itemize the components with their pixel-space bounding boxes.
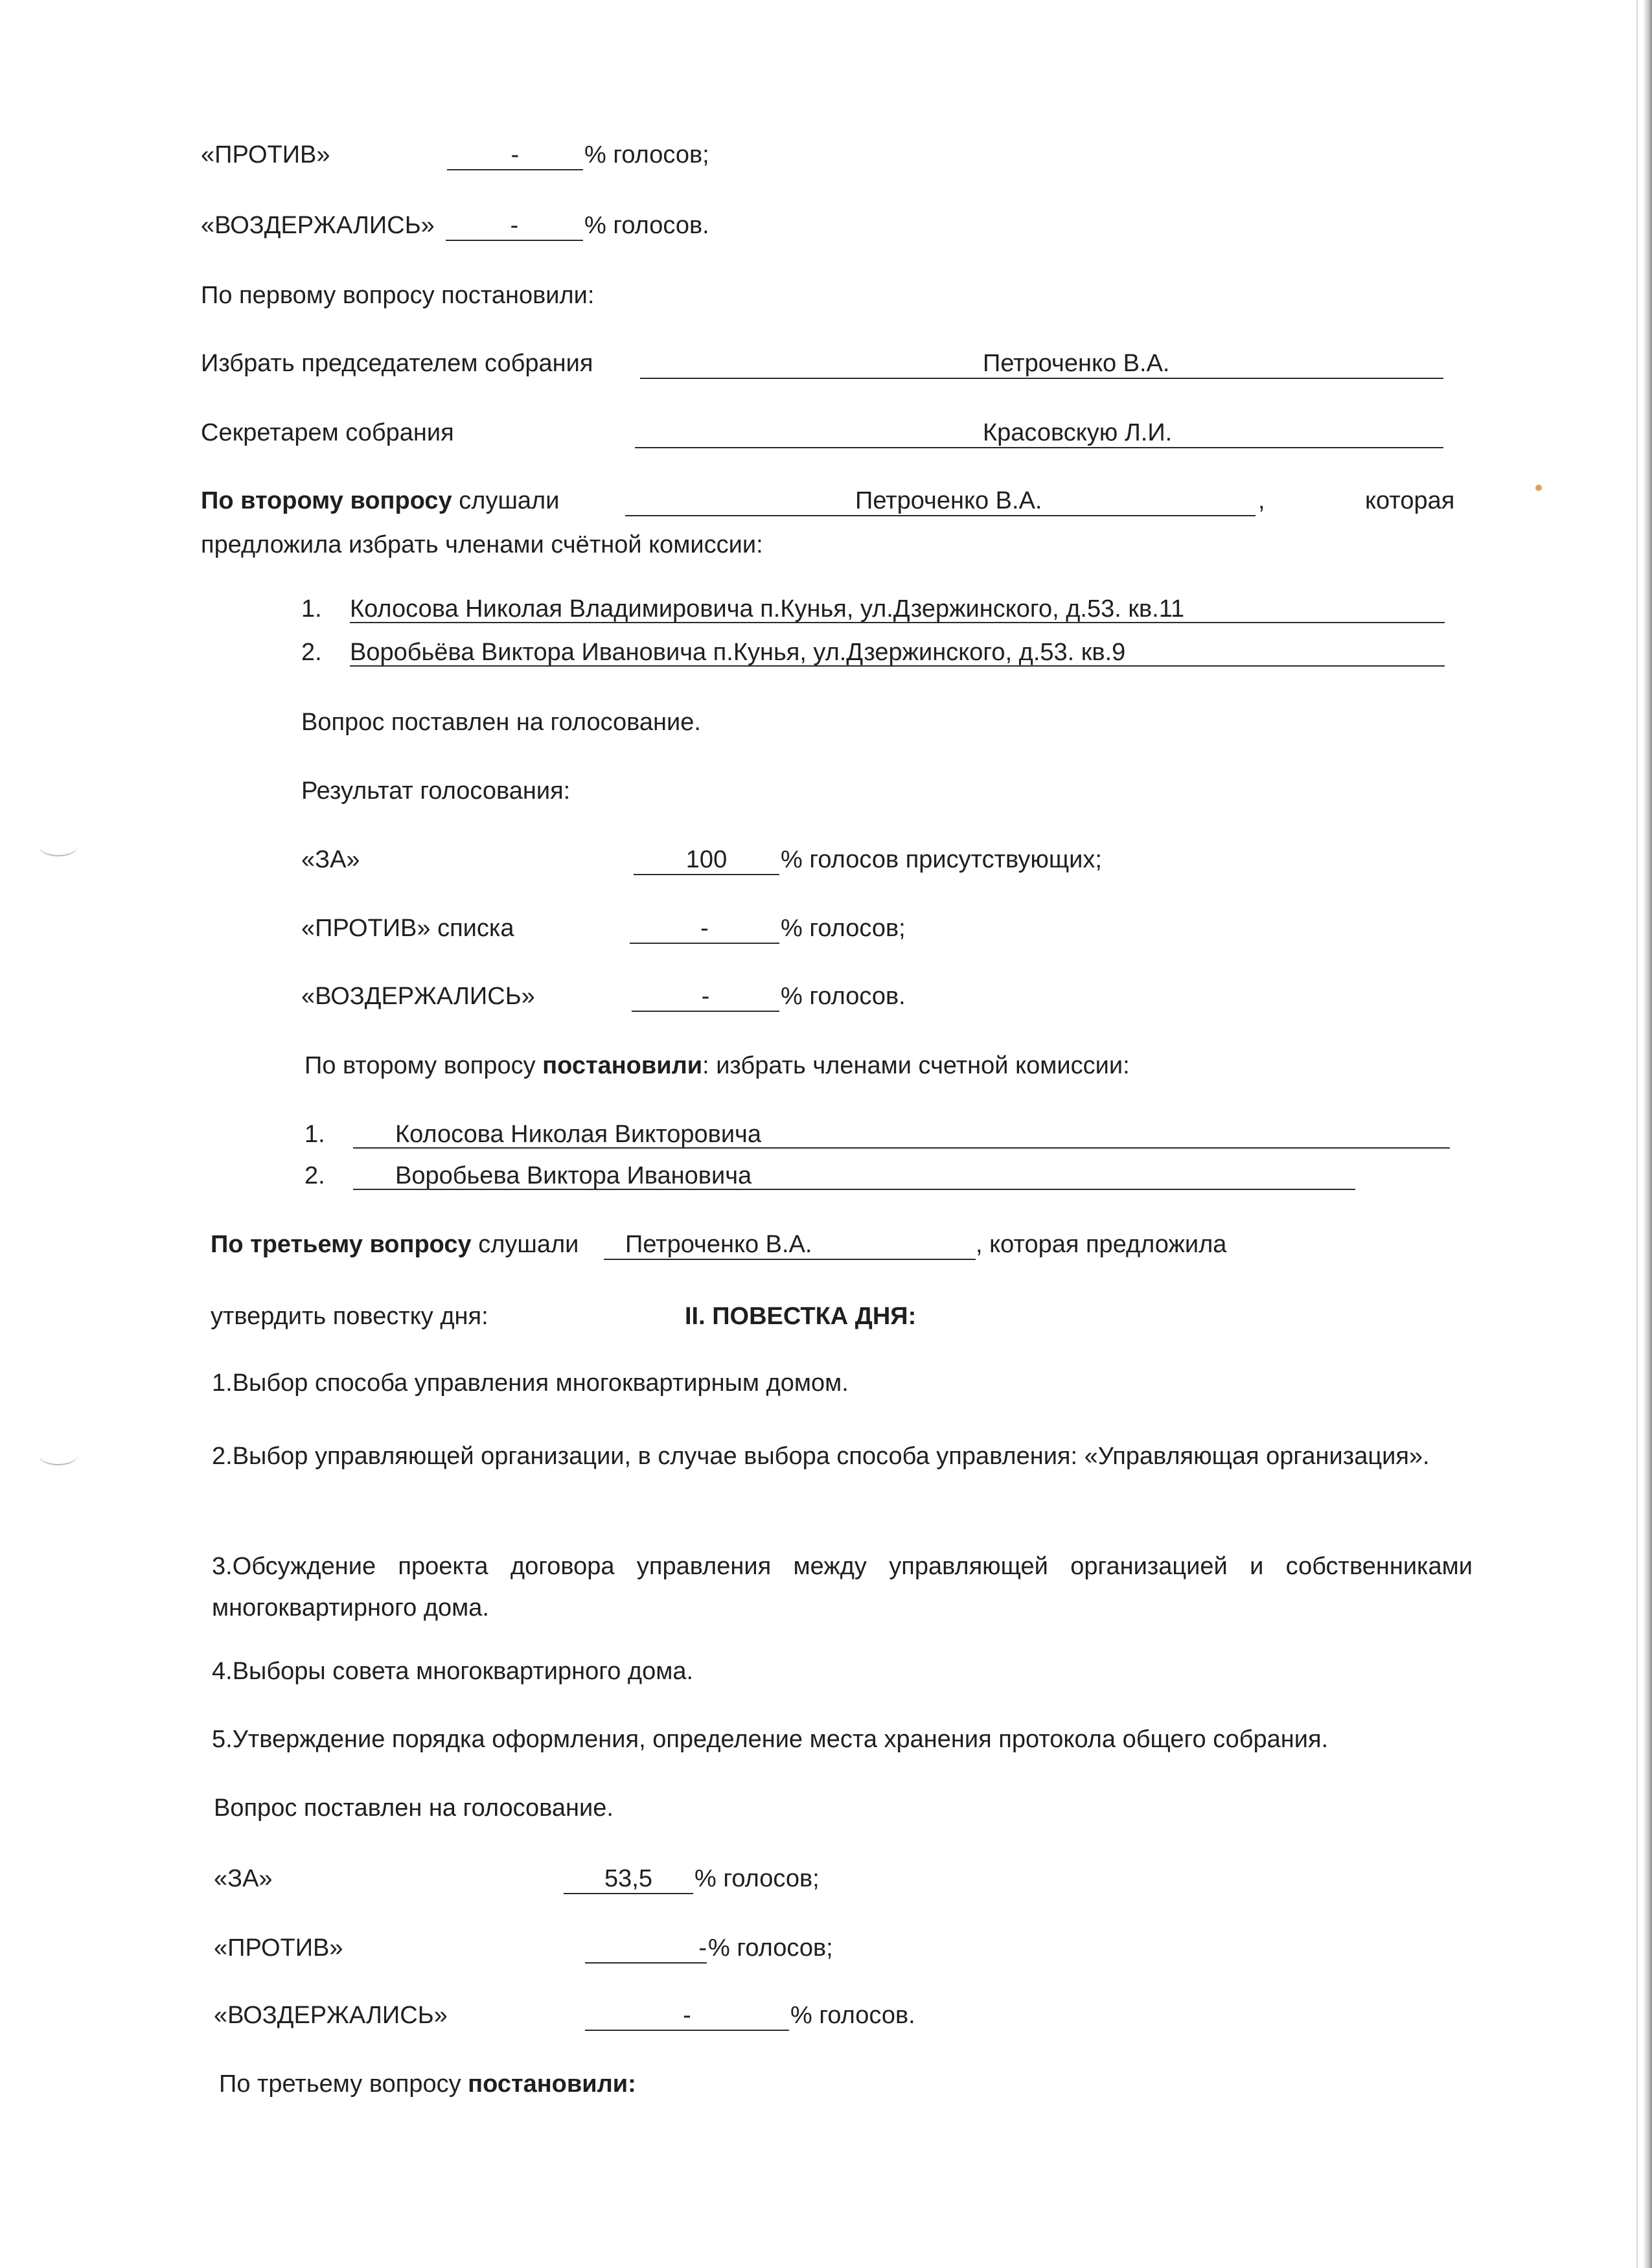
- agenda-item-3: 3.Обсуждение проекта договора управления между управляющей организацией и собственниками многоквартирного дома.: [212, 1553, 1473, 1621]
- q2-abstain-underline: [632, 1011, 779, 1012]
- q2-put-to-vote: Вопрос поставлен на голосование.: [301, 709, 701, 736]
- q2-result-label: Результат голосования:: [301, 777, 571, 805]
- vote-against-suffix: % голосов;: [584, 141, 709, 168]
- q2-elected-2-text: Воробьева Виктора Ивановича: [395, 1162, 752, 1189]
- vote-abstain-underline: [446, 240, 583, 241]
- q2-heading-bold: По второму вопросу: [201, 487, 452, 514]
- q3-against-underline: [585, 1962, 707, 1964]
- q1-chair-value: Петроченко В.А.: [983, 350, 1170, 377]
- scan-edge-shadow: [1643, 0, 1652, 2268]
- q2-abstain-label: «ВОЗДЕРЖАЛИСЬ»: [301, 983, 535, 1010]
- q2-speaker: Петроченко В.А.: [855, 487, 1042, 514]
- q2-candidate-2-text: Воробьёва Виктора Ивановича п.Кунья, ул.Дзержинского, д.53. кв.9: [350, 639, 1126, 666]
- q3-abstain-suffix: % голосов.: [790, 2002, 915, 2029]
- q2-which: которая: [1365, 487, 1455, 514]
- q3-decided: [219, 2069, 636, 2099]
- agenda-item-5: 5.Утверждение порядка оформления, определение места хранения протокола общего собрания.: [212, 1726, 1329, 1753]
- q2-elected-1-num: 1.: [304, 1121, 325, 1148]
- vote-against-label: «ПРОТИВ»: [201, 141, 330, 168]
- q1-chair-label: Избрать председателем собрания: [201, 350, 593, 377]
- q3-abstain-underline: [585, 2030, 789, 2031]
- q2-comma: ,: [1258, 487, 1265, 514]
- vote-against-value: -: [511, 141, 520, 168]
- q3-for-label: «ЗА»: [214, 1865, 273, 1892]
- q3-tail: , которая предложила: [976, 1231, 1227, 1258]
- q2-heading: [201, 486, 559, 516]
- q3-for-underline: [564, 1893, 693, 1894]
- q2-candidate-2-underline: [350, 665, 1445, 667]
- q2-candidate-2-num: 2.: [301, 639, 322, 666]
- q2-for-suffix: % голосов присутствующих;: [781, 846, 1102, 873]
- q3-abstain-label: «ВОЗДЕРЖАЛИСЬ»: [214, 2002, 448, 2029]
- q3-heading: [211, 1230, 579, 1259]
- q1-decided: По первому вопросу постановили:: [201, 282, 595, 309]
- scan-punch-mark-upper: [39, 836, 78, 856]
- scan-edge-line: [1636, 0, 1638, 2268]
- q2-decided: [304, 1051, 1130, 1081]
- q1-secretary-value: Красовскую Л.И.: [983, 419, 1173, 446]
- q3-speaker: Петроченко В.А.: [625, 1231, 812, 1258]
- q2-heading-rest: слушали: [459, 487, 560, 514]
- q2-proposed: предложила избрать членами счётной комиссии:: [201, 531, 763, 558]
- vote-against-underline: [447, 169, 583, 170]
- q2-candidate-1-underline: [350, 622, 1445, 623]
- q2-elected-1-text: Колосова Николая Викторовича: [395, 1121, 761, 1148]
- q3-against-value: -: [698, 1934, 707, 1962]
- q3-decided-pre: По третьему вопросу: [219, 2070, 461, 2098]
- vote-abstain-suffix: % голосов.: [584, 212, 709, 239]
- q3-against-suffix: % голосов;: [708, 1934, 833, 1962]
- q3-for-suffix: % голосов;: [694, 1865, 820, 1892]
- q2-elected-2-underline: [353, 1189, 1355, 1190]
- q2-against-value: -: [700, 915, 709, 942]
- q2-against-label: «ПРОТИВ» списка: [301, 915, 514, 942]
- q2-against-suffix: % голосов;: [781, 915, 906, 942]
- q2-decided-post: : избрать членами счетной комиссии:: [702, 1052, 1130, 1079]
- agenda-item-2: 2.Выбор управляющей организации, в случае выбора способа управления: «Управляющая организация».: [212, 1443, 1430, 1470]
- q3-heading-rest: слушали: [478, 1231, 579, 1258]
- q2-for-underline: [634, 874, 779, 875]
- q2-elected-2-num: 2.: [304, 1162, 325, 1189]
- q2-candidate-1-text: Колосова Николая Владимировича п.Кунья, ул.Дзержинского, д.53. кв.11: [350, 595, 1185, 623]
- q2-abstain-suffix: % голосов.: [781, 983, 906, 1010]
- q3-abstain-value: -: [683, 2002, 691, 2029]
- q2-elected-1-underline: [353, 1147, 1450, 1149]
- scan-speck: [1535, 485, 1542, 491]
- vote-abstain-label: «ВОЗДЕРЖАЛИСЬ»: [201, 212, 435, 239]
- q2-for-label: «ЗА»: [301, 846, 360, 873]
- q3-for-value: 53,5: [604, 1865, 652, 1892]
- q2-for-value: 100: [685, 846, 728, 873]
- q2-against-underline: [630, 943, 779, 944]
- q1-secretary-label: Секретарем собрания: [201, 419, 454, 446]
- q3-agenda-title: [685, 1301, 916, 1331]
- q3-agenda-title-text: II. ПОВЕСТКА ДНЯ:: [685, 1303, 917, 1330]
- q2-decided-bold: постановили: [542, 1052, 703, 1079]
- q3-against-label: «ПРОТИВ»: [214, 1934, 343, 1962]
- q3-heading-bold: По третьему вопросу: [211, 1231, 472, 1258]
- agenda-item-1: 1.Выбор способа управления многоквартирным домом.: [212, 1369, 849, 1397]
- vote-abstain-value: -: [510, 212, 519, 239]
- agenda-item-4: 4.Выборы совета многоквартирного дома.: [212, 1658, 694, 1685]
- q2-candidate-1-num: 1.: [301, 595, 322, 623]
- scan-punch-mark-lower: [39, 1445, 78, 1465]
- q2-abstain-value: -: [701, 983, 710, 1010]
- q3-approve: утвердить повестку дня:: [211, 1303, 488, 1330]
- q3-decided-bold: постановили:: [468, 2070, 636, 2098]
- q3-put-to-vote: Вопрос поставлен на голосование.: [214, 1794, 614, 1822]
- q2-decided-pre: По второму вопросу: [304, 1052, 536, 1079]
